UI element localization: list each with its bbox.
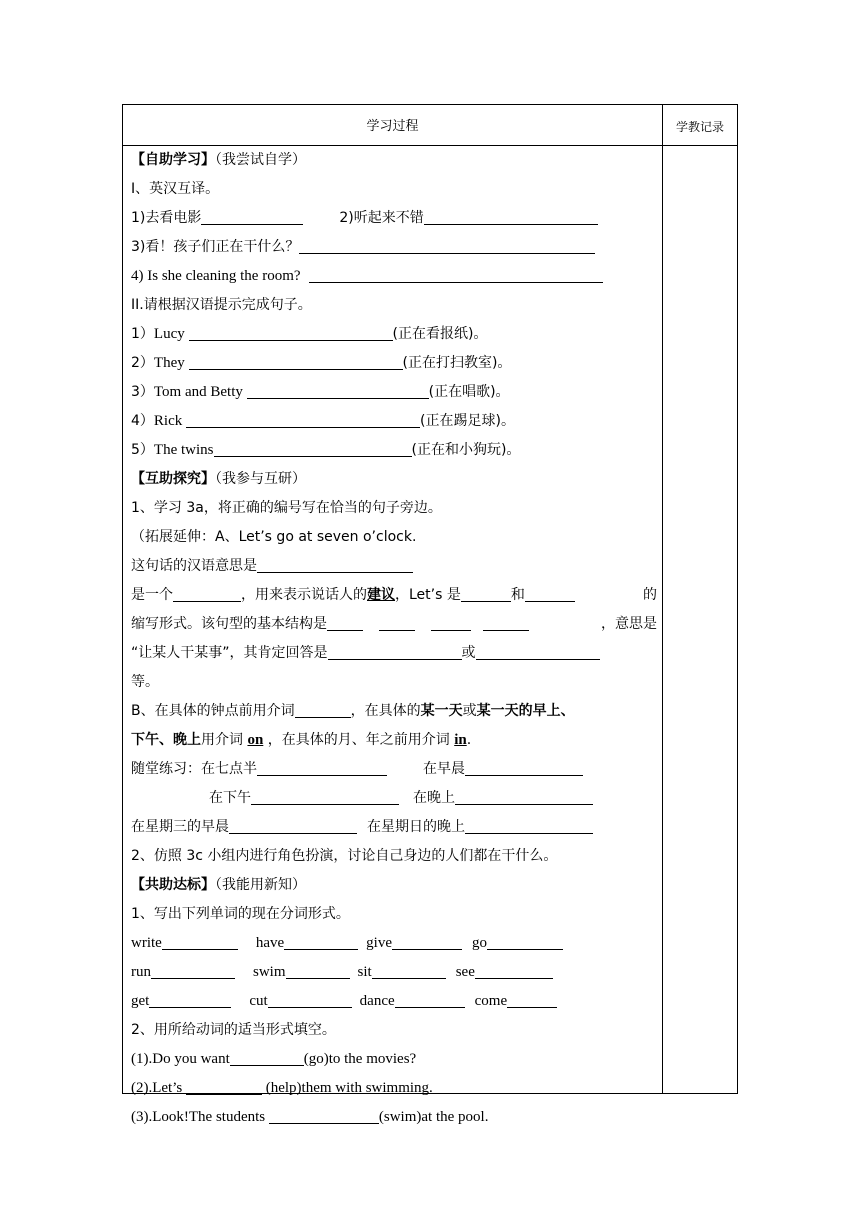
answer-blank[interactable] bbox=[455, 787, 593, 805]
line-text: 是一个 bbox=[131, 587, 173, 603]
item-subject: Rick bbox=[153, 413, 187, 429]
section-title: 【互助探究】 bbox=[131, 471, 215, 487]
answer-blank[interactable] bbox=[392, 932, 462, 950]
line-text: ，用来表示说话人的 bbox=[241, 587, 367, 603]
header-teaching-notes: 学教记录 bbox=[675, 120, 724, 134]
question-text: 2)听起来不错 bbox=[339, 210, 424, 226]
answer-blank[interactable] bbox=[379, 613, 415, 631]
answer-blank[interactable] bbox=[465, 816, 593, 834]
item-number: 5） bbox=[131, 442, 154, 458]
fill-text: (2).Let’s bbox=[131, 1080, 186, 1096]
word: have bbox=[255, 935, 285, 951]
answer-blank[interactable] bbox=[151, 961, 235, 979]
sentence-item bbox=[131, 436, 657, 465]
line-text: 或 bbox=[461, 645, 476, 661]
practice-line-2 bbox=[131, 784, 657, 813]
word: run bbox=[131, 964, 151, 980]
section-self-study-heading bbox=[131, 146, 657, 175]
question-text: 1)去看电影 bbox=[131, 210, 202, 226]
fill-text: (go)to the movies? bbox=[303, 1051, 417, 1067]
fill-item bbox=[131, 1045, 657, 1074]
answer-blank[interactable] bbox=[299, 236, 595, 254]
target-line-1: 1、写出下列单词的现在分词形式。 bbox=[131, 906, 350, 922]
keyword-day-times: 某一天的早上、 bbox=[476, 703, 575, 719]
section-title: 【自助学习】 bbox=[131, 152, 215, 168]
fill-text: (help)them with swimming. bbox=[261, 1080, 433, 1096]
answer-blank[interactable] bbox=[201, 207, 303, 225]
answer-blank[interactable] bbox=[465, 758, 583, 776]
item-hint: (正在打扫教室)。 bbox=[402, 355, 512, 371]
target-line-2: 2、用所给动词的适当形式填空。 bbox=[131, 1022, 336, 1038]
exploration-line-1: 1、学习 3a，将正确的编号写在恰当的句子旁边。 bbox=[131, 500, 442, 516]
answer-blank[interactable] bbox=[295, 700, 351, 718]
practice-prompt: 在星期三的早晨 bbox=[131, 819, 229, 835]
word: dance bbox=[359, 993, 395, 1009]
item-subject: Tom and Betty bbox=[153, 384, 247, 400]
section-note: （我能用新知） bbox=[215, 877, 306, 893]
answer-blank[interactable] bbox=[214, 439, 412, 457]
item-number: 1） bbox=[131, 326, 154, 342]
item-subject: Lucy bbox=[153, 326, 189, 342]
word: swim bbox=[253, 964, 286, 980]
section-exploration-heading bbox=[131, 465, 657, 494]
answer-blank[interactable] bbox=[149, 990, 231, 1008]
item-hint: (正在唱歌)。 bbox=[428, 384, 510, 400]
answer-blank[interactable] bbox=[487, 932, 563, 950]
answer-blank[interactable] bbox=[247, 381, 429, 399]
word: write bbox=[131, 935, 162, 951]
exploration-line-7: 等。 bbox=[131, 674, 159, 690]
fill-text: (1).Do you want bbox=[131, 1051, 230, 1067]
item-subject: The twins bbox=[153, 442, 214, 458]
line-text: 这句话的汉语意思是 bbox=[131, 558, 257, 574]
answer-blank[interactable] bbox=[483, 613, 529, 631]
word-row bbox=[131, 987, 657, 1016]
translate-line-1 bbox=[131, 204, 657, 233]
practice-prompt: 在晚上 bbox=[413, 790, 455, 806]
line-text: 缩写形式。该句型的基本结构是 bbox=[131, 616, 327, 632]
exploration-line-6 bbox=[131, 639, 657, 668]
keyword-suggestion: 建议 bbox=[367, 587, 395, 603]
answer-blank[interactable] bbox=[525, 584, 575, 602]
answer-blank[interactable] bbox=[475, 961, 553, 979]
answer-blank[interactable] bbox=[424, 207, 598, 225]
section-title: 【共助达标】 bbox=[131, 877, 215, 893]
preposition-on: on bbox=[247, 732, 264, 748]
keyword-times: 下午、晚上 bbox=[131, 732, 201, 748]
practice-prompt: 随堂练习：在七点半 bbox=[131, 761, 257, 777]
answer-blank[interactable] bbox=[327, 613, 363, 631]
word-row bbox=[131, 958, 657, 987]
answer-blank[interactable] bbox=[269, 1106, 379, 1124]
line-text: ，在具体的 bbox=[350, 703, 421, 719]
translate-line-3 bbox=[131, 262, 657, 291]
line-text: 和 bbox=[510, 587, 525, 603]
extension-text: （拓展延伸：A、Let’s go at seven o’clock. bbox=[131, 529, 417, 545]
fill-text: (swim)at the pool. bbox=[378, 1109, 489, 1125]
section-note: （我尝试自学） bbox=[215, 152, 306, 168]
worksheet-table bbox=[122, 104, 738, 1125]
item-number: 4） bbox=[131, 413, 154, 429]
answer-blank[interactable] bbox=[461, 584, 511, 602]
sentence-item bbox=[131, 349, 657, 378]
item-number: 2） bbox=[131, 355, 154, 371]
header-learning-process: 学习过程 bbox=[366, 119, 419, 134]
section-target-heading bbox=[131, 871, 657, 900]
part-2-title: II.请根据汉语提示完成句子。 bbox=[131, 297, 312, 313]
word: get bbox=[131, 993, 150, 1009]
answer-blank[interactable] bbox=[251, 787, 399, 805]
answer-blank[interactable] bbox=[431, 613, 471, 631]
fill-item bbox=[131, 1103, 657, 1132]
practice-prompt: 在星期日的晚上 bbox=[367, 819, 465, 835]
answer-blank[interactable] bbox=[257, 758, 387, 776]
exploration-line-5 bbox=[131, 610, 657, 639]
exploration-line-2 bbox=[131, 523, 657, 552]
answer-blank[interactable] bbox=[328, 642, 462, 660]
answer-blank[interactable] bbox=[173, 584, 241, 602]
answer-blank[interactable] bbox=[189, 352, 403, 370]
item-hint: (正在和小狗玩)。 bbox=[411, 442, 521, 458]
answer-blank[interactable] bbox=[268, 990, 352, 1008]
item-hint: (正在看报纸)。 bbox=[392, 326, 488, 342]
fill-text: (3).Look!The students bbox=[131, 1109, 269, 1125]
answer-blank[interactable] bbox=[257, 555, 413, 573]
fill-item bbox=[131, 1074, 657, 1103]
section-note: （我参与互研） bbox=[215, 471, 306, 487]
exploration-line-4 bbox=[131, 581, 657, 610]
line-text: 用介词 bbox=[201, 732, 248, 748]
sentence-item bbox=[131, 320, 657, 349]
answer-blank[interactable] bbox=[286, 961, 350, 979]
exploration-line-9 bbox=[131, 726, 657, 755]
word: cut bbox=[249, 993, 268, 1009]
line-text: 的 bbox=[643, 587, 657, 603]
translate-line-2 bbox=[131, 233, 657, 262]
line-text: 或 bbox=[462, 703, 477, 719]
line-text: ，意思是 bbox=[601, 616, 657, 632]
practice-prompt: 在早晨 bbox=[423, 761, 465, 777]
answer-blank[interactable] bbox=[189, 323, 393, 341]
line-text: ，Let’s 是 bbox=[395, 587, 461, 603]
line-text: B、在具体的钟点前用介词 bbox=[131, 703, 295, 719]
line-text: . bbox=[466, 732, 472, 748]
column-divider bbox=[662, 105, 663, 1093]
exploration-line-8 bbox=[131, 697, 657, 726]
preposition-in: in bbox=[454, 732, 467, 748]
answer-blank[interactable] bbox=[476, 642, 600, 660]
word: come bbox=[474, 993, 508, 1009]
answer-blank[interactable] bbox=[230, 1048, 304, 1066]
word: sit bbox=[357, 964, 372, 980]
answer-blank[interactable] bbox=[186, 410, 420, 428]
question-text: 3)看！孩子们正在干什么？ bbox=[131, 239, 300, 255]
part-1-title: I、英汉互译。 bbox=[131, 181, 220, 197]
table-header-row bbox=[123, 105, 737, 146]
answer-blank[interactable] bbox=[229, 816, 357, 834]
item-number: 3） bbox=[131, 384, 154, 400]
practice-line-1 bbox=[131, 755, 657, 784]
word: go bbox=[471, 935, 487, 951]
question-text: 4) Is she cleaning the room? bbox=[131, 268, 301, 284]
answer-blank[interactable] bbox=[309, 265, 603, 283]
answer-blank[interactable] bbox=[372, 961, 446, 979]
sentence-item bbox=[131, 407, 657, 436]
roleplay-line: 2、仿照 3c 小组内进行角色扮演，讨论自己身边的人们都在干什么。 bbox=[131, 848, 558, 864]
answer-blank[interactable] bbox=[186, 1077, 262, 1095]
keyword-day: 某一天 bbox=[420, 703, 463, 719]
word: see bbox=[455, 964, 475, 980]
sentence-item bbox=[131, 378, 657, 407]
word: give bbox=[366, 935, 392, 951]
item-subject: They bbox=[153, 355, 189, 371]
exploration-line-3 bbox=[131, 552, 657, 581]
line-text: ，在具体的月、年之前用介词 bbox=[263, 732, 455, 748]
answer-blank[interactable] bbox=[284, 932, 358, 950]
answer-blank[interactable] bbox=[507, 990, 557, 1008]
practice-line-3 bbox=[131, 813, 657, 842]
line-text: “让某人干某事”，其肯定回答是 bbox=[131, 645, 328, 661]
answer-blank[interactable] bbox=[395, 990, 465, 1008]
item-hint: (正在踢足球)。 bbox=[420, 413, 515, 429]
word-row bbox=[131, 929, 657, 958]
learning-content bbox=[131, 146, 657, 1132]
answer-blank[interactable] bbox=[162, 932, 238, 950]
practice-prompt: 在下午 bbox=[209, 790, 251, 806]
